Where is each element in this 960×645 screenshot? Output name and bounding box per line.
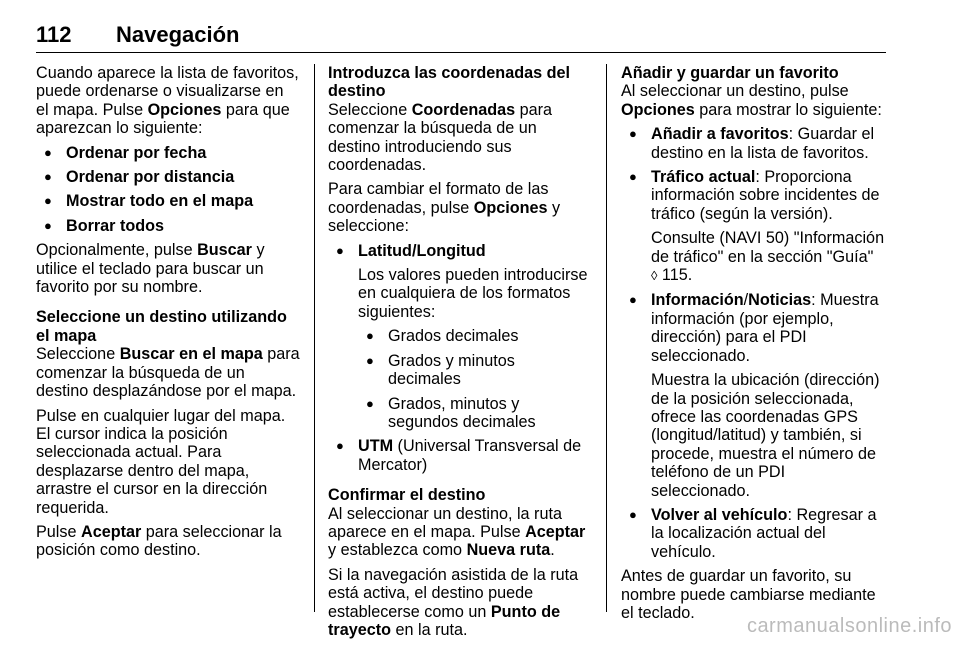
section-heading: Introduzca las coordenadas del destino [328, 64, 570, 101]
list-item: ● Borrar todos [36, 217, 300, 235]
page-number: 112 [36, 22, 72, 47]
cursor-paragraph: Pulse en cualquier lugar del mapa. El cursor indica la posición seleccionada actual. Para desplazarse dentro del mapa, arrastre el cursor en la dirección requerida. [36, 406, 286, 517]
list-item: ● UTM (Universal Transversal de Mercator) [328, 437, 592, 474]
confirm-paragraph: Al seleccionar un destino, la ruta aparece en el mapa. Pulse Aceptar y establezca como Nueva ruta. [328, 504, 586, 560]
list-item: ● Añadir a favoritos: Guardar el destino en la lista de favoritos. [621, 125, 887, 162]
favorites-options-list [36, 144, 300, 236]
column-1 [36, 64, 300, 566]
map-select-paragraph: Seleccione Buscar en el mapa para comenzar la búsqueda de un destino desplazándose por el mapa. [36, 345, 300, 401]
page-header [36, 12, 886, 53]
column-divider [314, 64, 315, 612]
list-item: ● Grados, minutos y segundos decimales [358, 395, 592, 432]
list-item: ● Información/Noticias: Muestra información (por ejemplo, dirección) para el PDI seleccionado. Muestra la ubicación (dirección) de la posición seleccionada, ofrece las coordenadas GPS (longitud/latitud) y también, si procede, muestra el número de teléfono de un PDI seleccionado. [621, 291, 887, 499]
list-item: ● Volver al vehículo: Regresar a la localización actual del vehículo. [621, 506, 887, 561]
page-ref-icon: ◊ [651, 268, 658, 284]
list-item: ● Ordenar por distancia [36, 168, 300, 186]
format-paragraph: Para cambiar el formato de las coordenadas, pulse Opciones y seleccione: [328, 180, 561, 236]
column-2 [328, 64, 592, 645]
list-item: ● Grados y minutos decimales [358, 352, 592, 389]
section-heading: Confirmar el destino [328, 486, 486, 505]
list-item: ● Ordenar por fecha [36, 144, 300, 162]
list-item: ● Tráfico actual: Proporciona información sobre incidentes de tráfico (según la versión). Consulte (NAVI 50) "Información de tráfico" en la sección "Guía" ◊ 115. [621, 168, 887, 285]
column-3 [621, 64, 887, 628]
favorite-intro-paragraph: Al seleccionar un destino, pulse Opciones para mostrar lo siguiente: [621, 82, 882, 119]
accept-paragraph: Pulse Aceptar para seleccionar la posición como destino. [36, 522, 282, 560]
active-route-paragraph: Si la navegación asistida de la ruta está activa, el destino puede establecerse como un Punto de trayecto en la ruta. [328, 565, 579, 639]
list-item: ● Mostrar todo en el mapa [36, 192, 300, 210]
list-item: ● Latitud/Longitud Los valores pueden introducirse en cualquiera de los formatos siguientes: ● Grados decimales ● Grados y minutos decimales ● Grados, minutos y segundos decimales [328, 242, 592, 432]
watermark: carmanualsonline.info [746, 615, 952, 637]
format-sublist [358, 327, 592, 431]
intro-paragraph: Cuando aparece la lista de favoritos, puede ordenarse o visualizarse en el mapa. Pulse Opciones para que aparezcan lo siguiente: [36, 64, 299, 138]
coordinates-paragraph: Seleccione Coordenadas para comenzar la búsqueda de un destino introduciendo sus coordenadas. [328, 100, 553, 175]
page-title: Navegación [116, 22, 240, 47]
favorite-options-list [621, 125, 887, 561]
section-heading: Añadir y guardar un favorito [621, 64, 839, 82]
search-paragraph: Opcionalmente, pulse Buscar y utilice el teclado para buscar un favorito por su nombre. [36, 241, 265, 297]
column-divider [606, 64, 607, 612]
opciones-label: Opciones [147, 100, 222, 119]
closing-paragraph: Antes de guardar un favorito, su nombre puede cambiarse mediante el teclado. [621, 567, 876, 622]
list-item: ● Grados decimales [358, 327, 592, 345]
section-heading: Seleccione un destino utilizando el mapa [36, 308, 287, 345]
coordinate-format-list [328, 242, 592, 474]
